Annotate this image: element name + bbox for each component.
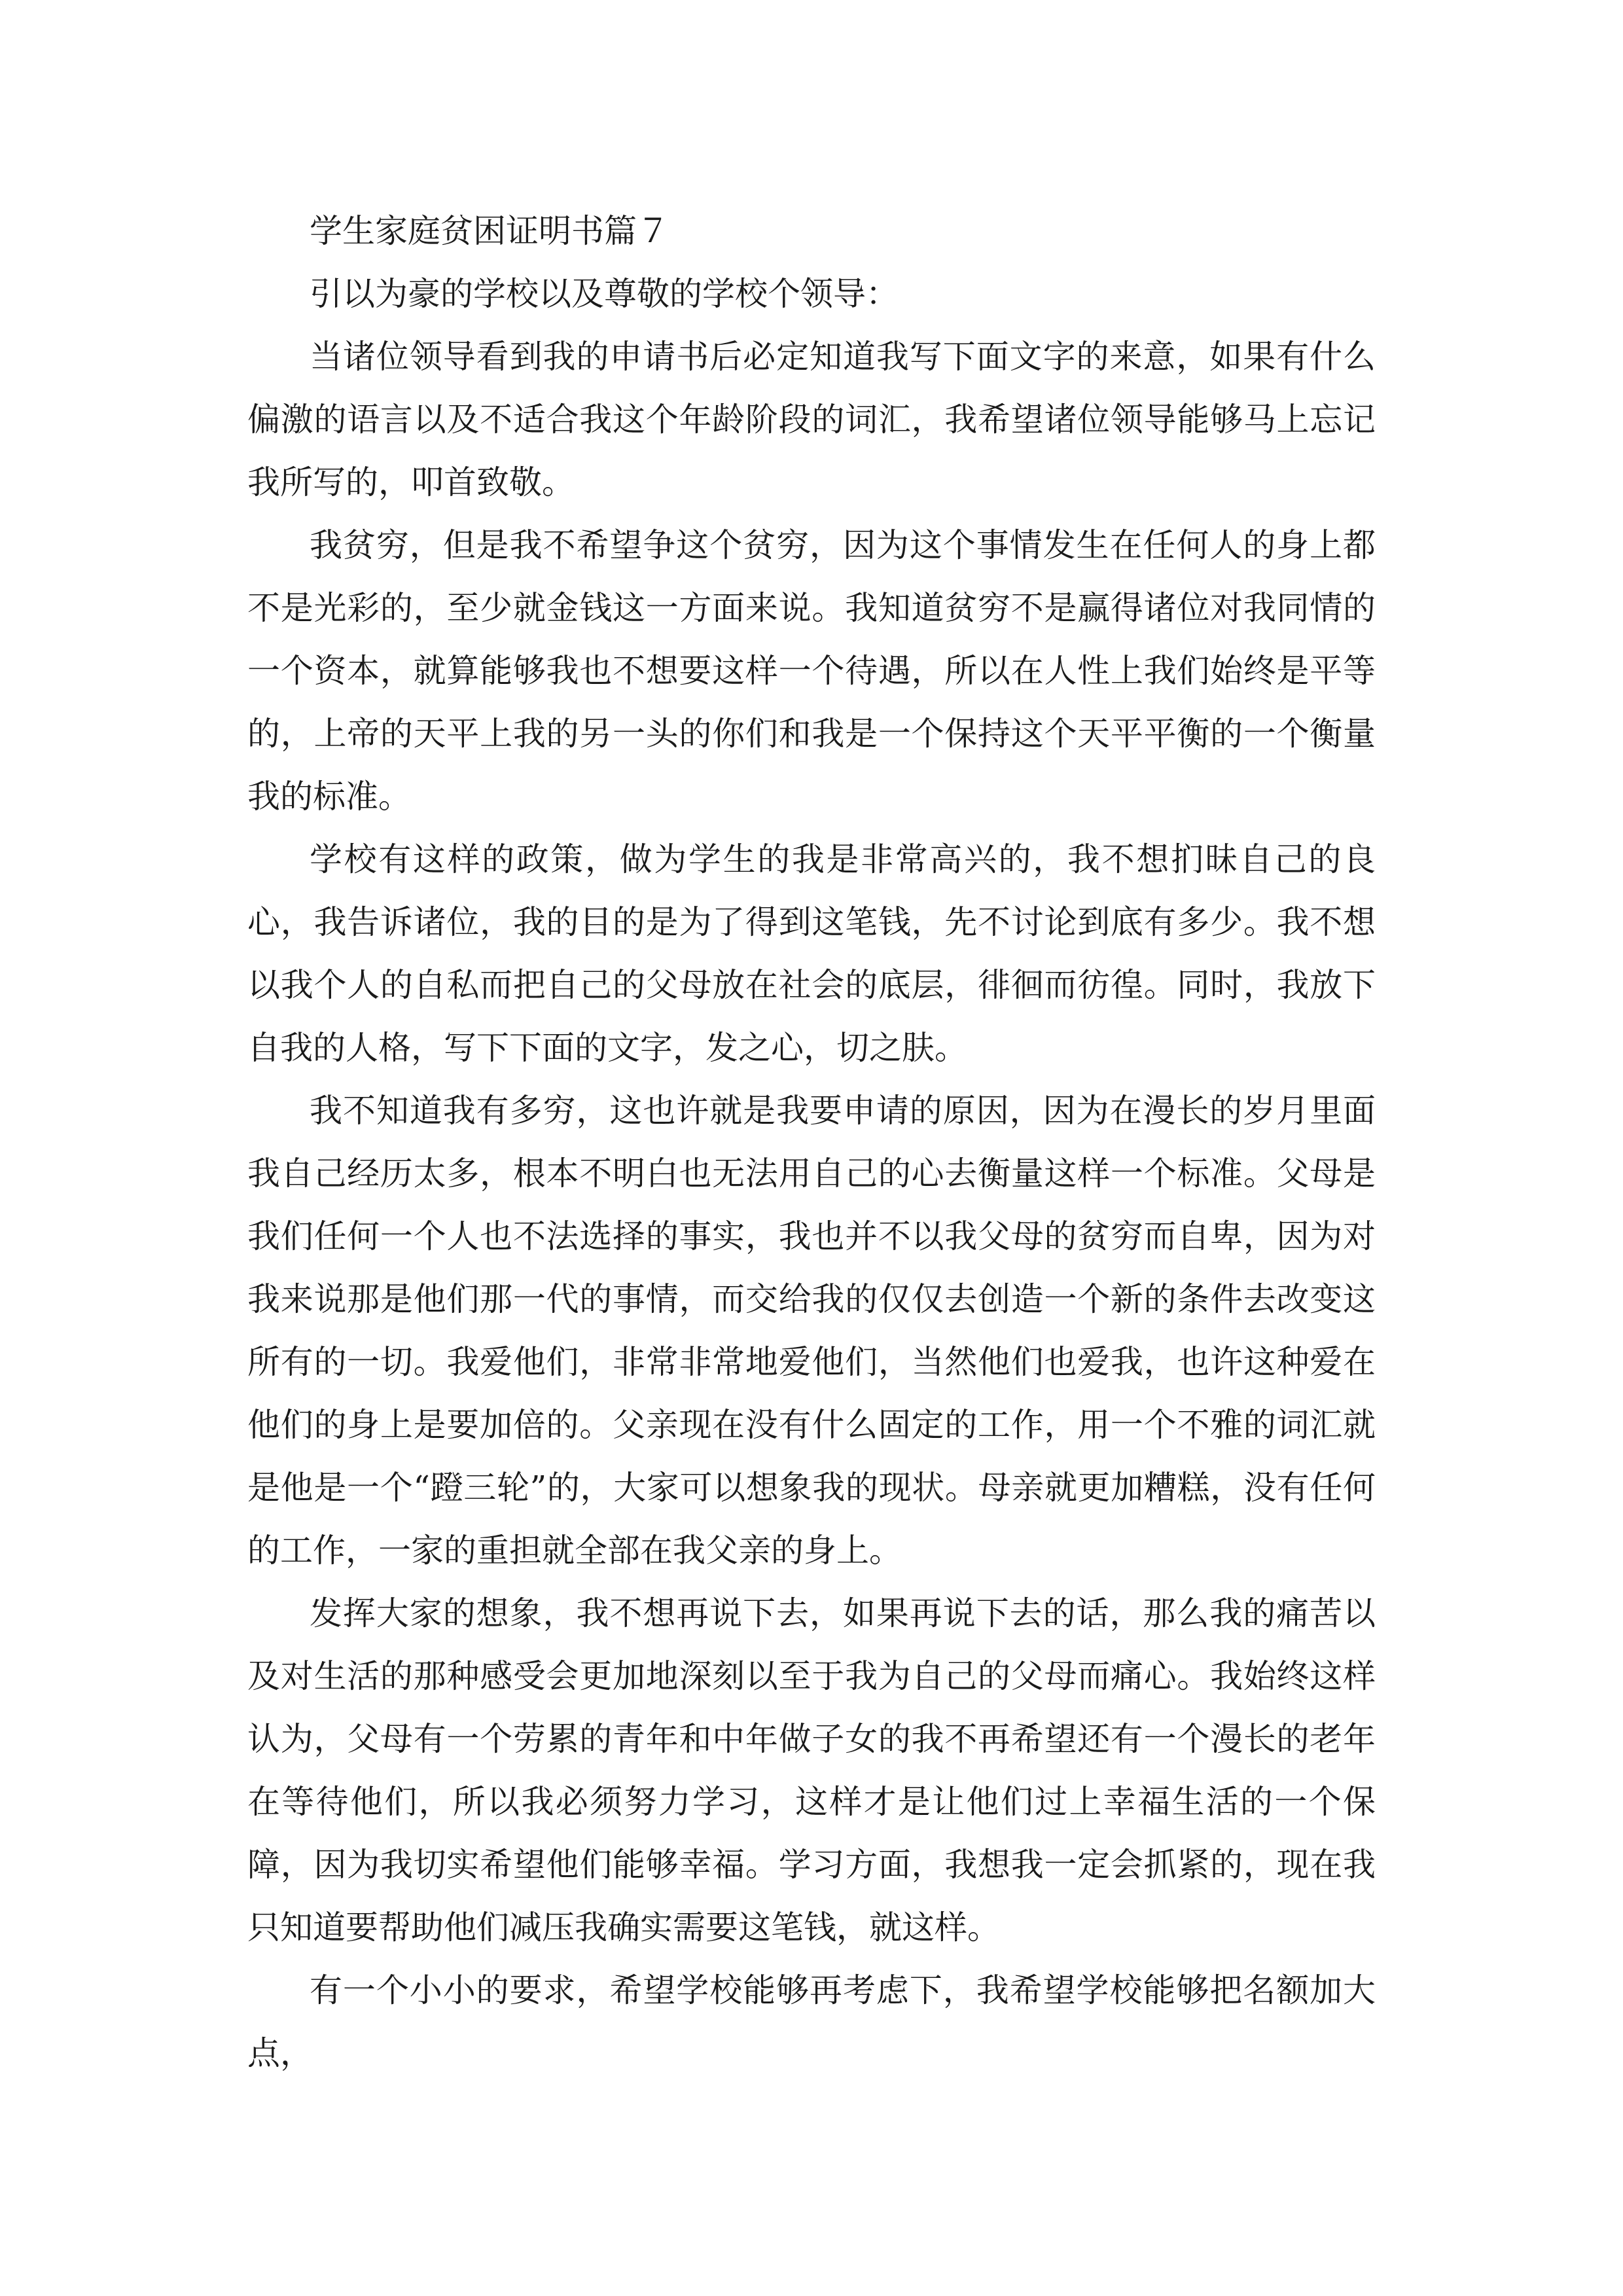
paragraph-3: 学校有这样的政策，做为学生的我是非常高兴的，我不想扪昧自己的良心，我告诉诸位，我的目的是为了得到这笔钱，先不讨论到底有多少。我不想以我个人的自私而把自己的父母放在社会的底层，徘徊而彷徨。同时，我放下自我的人格，写下下面的文字，发之心，切之肤。 <box>247 840 1376 1067</box>
paragraph-2: 我贫穷，但是我不希望争这个贫穷，因为这个事情发生在任何人的身上都不是光彩的，至少就金钱这一方面来说。我知道贫穷不是赢得诸位对我同情的一个资本，就算能够我也不想要这样一个待遇，所以在人性上我们始终是平等的，上帝的天平上我的另一头的你们和我是一个保持这个天平平衡的一个衡量我的标准。 <box>247 526 1376 816</box>
salutation: 引以为豪的学校以及尊敬的学校个领导： <box>310 275 899 313</box>
paragraph-4: 我不知道我有多穷，这也许就是我要申请的原因，因为在漫长的岁月里面我自己经历太多，根本不明白也无法用自己的心去衡量这样一个标准。父母是我们任何一个人也不法选择的事实，我也并不以我父母的贫穷而自卑，因为对我来说那是他们那一代的事情，而交给我的仅仅去创造一个新的条件去改变这所有的一切。我爱他们，非常非常地爱他们，当然他们也爱我，也许这种爱在他们的身上是要加倍的。父亲现在没有什么固定的工作，用一个不雅的词汇就是他是一个“蹬三轮”的，大家可以想象我的现状。母亲就更加糟糕，没有任何的工作，一家的重担就全部在我父亲的身上。 <box>247 1092 1376 1570</box>
paragraph-1: 当诸位领导看到我的申请书后必定知道我写下面文字的来意，如果有什么偏激的语言以及不适合我这个年龄阶段的词汇，我希望诸位领导能够马上忘记我所写的，叩首致敬。 <box>247 338 1376 501</box>
paragraph-6: 有一个小小的要求，希望学校能够再考虑下，我希望学校能够把名额加大点， <box>247 1971 1376 2072</box>
document-title: 学生家庭贫困证明书篇７ <box>310 212 669 250</box>
paragraph-5: 发挥大家的想象，我不想再说下去，如果再说下去的话，那么我的痛苦以及对生活的那种感受会更加地深刻以至于我为自己的父母而痛心。我始终这样认为，父母有一个劳累的青年和中年做子女的我不再希望还有一个漫长的老年在等待他们，所以我必须努力学习，这样才是让他们过上幸福生活的一个保障，因为我切实希望他们能够幸福。学习方面，我想我一定会抓紧的，现在我只知道要帮助他们减压我确实需要这笔钱，就这样。 <box>247 1594 1376 1946</box>
